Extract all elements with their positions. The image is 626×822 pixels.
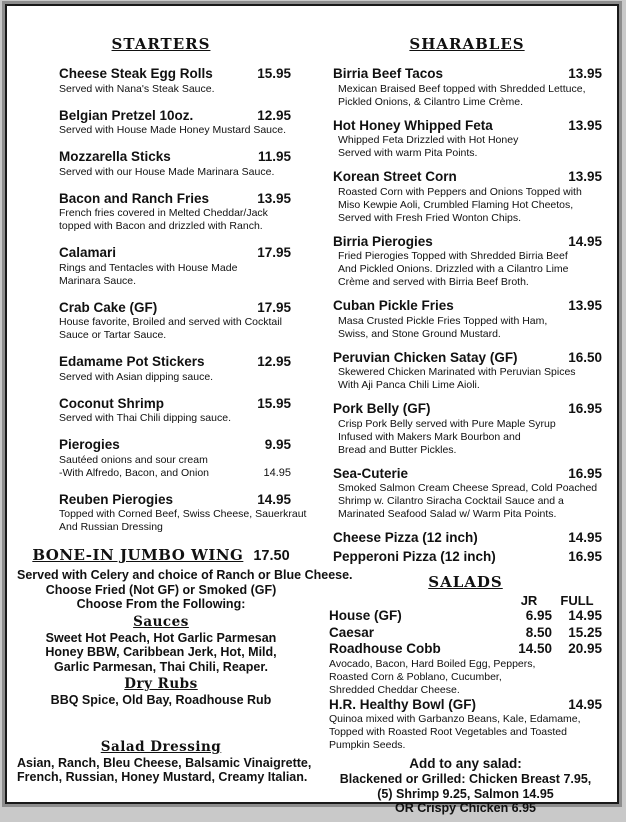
wing-section-title: BONE-IN JUMBO WING	[32, 546, 244, 564]
description-text: Bread and Butter Pickles.	[338, 443, 457, 456]
salad-jr-price: 14.50	[518, 641, 552, 656]
menu-item-price: 9.95	[264, 437, 291, 452]
menu-item-name: Pork Belly (GF)	[333, 401, 431, 416]
salad-full-price: 14.95	[568, 696, 602, 712]
menu-item-header	[59, 149, 291, 166]
menu-item-price: 17.95	[257, 245, 291, 260]
description-text: -With Alfredo, Bacon, and Onion	[59, 466, 209, 479]
menu-item-price: 15.95	[257, 66, 291, 81]
menu-item-name: Edamame Pot Stickers	[59, 354, 205, 369]
salads-header-spacer	[329, 593, 506, 608]
description-text: Smoked Salmon Cream Cheese Spread, Cold Poached	[338, 482, 598, 494]
menu-item-header	[333, 118, 602, 135]
menu-item-description-line	[59, 467, 291, 480]
menu-item-description-line	[59, 207, 291, 220]
menu-item-header	[333, 466, 602, 483]
menu-item	[59, 245, 291, 288]
description-text: Rings and Tentacles with House Made	[59, 261, 238, 274]
menu-item-price: 14.95	[568, 530, 602, 545]
menu-item-name: Cuban Pickle Fries	[333, 298, 454, 313]
salads-size-header-row	[329, 593, 602, 608]
salads-section	[329, 573, 605, 816]
menu-item-name: Birria Beef Tacos	[333, 66, 444, 81]
menu-item	[333, 530, 602, 547]
menu-item-description-line	[59, 262, 291, 275]
salad-dressing-title: Salad Dressing	[100, 738, 222, 755]
description-text: Mexican Braised Beef topped with Shredded Lettuce,	[338, 82, 586, 95]
text-line: French, Russian, Honey Mustard, Creamy Italian.	[17, 770, 308, 784]
text-line: Honey BBW, Caribbean Jerk, Hot, Mild,	[45, 645, 277, 659]
text-line: Quinoa mixed with Garbanzo Beans, Kale, Edamame,	[329, 713, 581, 725]
menu-item	[333, 401, 602, 457]
menu-item	[333, 549, 602, 566]
salad-full-price: 20.95	[568, 641, 602, 656]
salad-addon-title: Add to any salad:	[409, 756, 522, 771]
menu-item	[59, 437, 291, 480]
starters-section-title: STARTERS	[111, 35, 211, 53]
salads-full-column-header: FULL	[560, 593, 594, 608]
text-line: Asian, Ranch, Bleu Cheese, Balsamic Vinaigrette,	[17, 755, 312, 770]
salad-full-price: 14.95	[568, 608, 602, 623]
description-text: Skewered Chicken Marinated with Peruvian Spices	[338, 366, 576, 378]
menu-item	[333, 118, 602, 161]
menu-item	[333, 234, 602, 290]
right-column	[329, 35, 605, 816]
description-text: Served with Thai Chili dipping sauce.	[59, 412, 231, 424]
text-line: Garlic Parmesan, Thai Chili, Reaper.	[54, 659, 268, 674]
menu-item	[59, 300, 291, 343]
menu-item-header	[333, 530, 602, 547]
description-text: Served with Fresh Fried Wonton Chips.	[338, 211, 522, 224]
menu-item-description-line	[59, 83, 291, 96]
menu-item-price: 16.95	[568, 548, 602, 564]
description-text: topped with Bacon and drizzled with Ranch.	[59, 220, 263, 232]
menu-item-header	[59, 354, 291, 371]
menu-item-name: Birria Pierogies	[333, 233, 433, 249]
sauces-lines	[17, 631, 305, 675]
menu-item-price: 16.95	[568, 401, 602, 416]
menu-item-header	[333, 234, 602, 251]
salad-row-caesar	[329, 625, 602, 642]
menu-item-name: Coconut Shrimp	[59, 395, 164, 411]
menu-item-name: Pepperoni Pizza (12 inch)	[333, 548, 496, 564]
menu-item-price: 15.95	[257, 395, 291, 411]
sauces-title: Sauces	[133, 613, 189, 630]
menu-item-description-line	[333, 444, 602, 457]
salad-name: House (GF)	[329, 608, 402, 623]
menu-item-description-line	[333, 315, 602, 328]
description-text: Pickled Onions, & Cilantro Lime Crème.	[338, 95, 523, 108]
salad-dressing-lines	[17, 755, 312, 785]
menu-item	[59, 108, 291, 138]
text-line: Roasted Corn & Poblano, Cucumber,	[329, 670, 502, 683]
salad-jr-price: 6.95	[525, 608, 552, 623]
salad-name: Caesar	[329, 624, 375, 640]
menu-item-name: Calamari	[59, 245, 117, 260]
salads-section-title: SALADS	[428, 573, 503, 591]
menu-item-description-line	[333, 431, 602, 444]
menu-item-price: 12.95	[257, 354, 291, 369]
menu-item-name: Crab Cake (GF)	[59, 299, 158, 315]
text-line: Sweet Hot Peach, Hot Garlic Parmesan	[45, 630, 277, 645]
menu-item-price: 16.50	[568, 349, 602, 365]
menu-item	[333, 350, 602, 393]
menu-item-price: 13.95	[568, 66, 602, 81]
description-text: Shrimp w. Cilantro Siracha Cocktail Sauce and a	[338, 495, 564, 507]
text-line: (5) Shrimp 9.25, Salmon 14.95	[377, 786, 554, 801]
menu-item	[333, 298, 602, 341]
menu-item-description-line	[59, 508, 307, 521]
menu-item	[59, 149, 291, 179]
menu-item-name: Hot Honey Whipped Feta	[333, 117, 493, 133]
menu-item-header	[59, 66, 291, 83]
menu-item-description-line	[333, 328, 602, 341]
menu-item	[59, 191, 291, 234]
sharables-item-list	[333, 66, 602, 565]
menu-item-name: Sea-Cuterie	[333, 465, 409, 481]
menu-item-description-line	[333, 199, 602, 212]
menu-item-price: 13.95	[257, 190, 291, 206]
menu-item-name: Bacon and Ranch Fries	[59, 190, 210, 206]
description-text: Fried Pierogies Topped with Shredded Birria Beef	[338, 250, 568, 262]
description-text: Infused with Makers Mark Bourbon and	[338, 430, 521, 443]
menu-item-header	[59, 396, 291, 413]
menu-item-name: Belgian Pretzel 10oz.	[59, 107, 194, 123]
menu-item-header	[59, 437, 291, 454]
text-line: Served with Celery and choice of Ranch or Blue Cheese.	[17, 568, 353, 582]
menu-item-description-line	[59, 371, 291, 384]
salad-row-healthy-bowl	[329, 697, 602, 714]
menu-item-header	[59, 492, 291, 509]
description-text: And Pickled Onions. Drizzled with a Cilantro Lime	[338, 263, 569, 275]
menu-item-header	[333, 66, 602, 83]
salads-jr-column-header: JR	[520, 593, 538, 608]
menu-item-name: Korean Street Corn	[333, 169, 457, 184]
salad-jr-price: 8.50	[525, 624, 552, 640]
menu-item-description-line	[333, 96, 602, 109]
description-text: French fries covered in Melted Cheddar/Jack	[59, 207, 268, 219]
menu-item-price: 17.95	[257, 299, 291, 315]
menu-item	[59, 396, 291, 426]
menu-item	[59, 354, 291, 384]
menu-item-price: 11.95	[257, 149, 291, 164]
menu-item-description-line	[333, 482, 602, 495]
menu-item-price: 14.95	[568, 233, 602, 249]
menu-item-description-line	[59, 124, 291, 137]
menu-item-description-line	[333, 366, 602, 379]
menu-item-header	[333, 169, 602, 186]
description-text: Served with Asian dipping sauce.	[59, 370, 214, 383]
menu-item-description-line	[333, 495, 602, 508]
menu-item-description-line	[333, 276, 602, 289]
menu-item-header	[59, 245, 291, 262]
menu-item-name: Pierogies	[59, 437, 120, 452]
menu-item-description-line	[59, 454, 291, 467]
description-text: House favorite, Broiled and served with Cocktail	[59, 316, 282, 328]
menu-item-description-line	[59, 220, 291, 233]
description-text: Roasted Corn with Peppers and Onions Topped with	[338, 185, 582, 198]
description-text: Sauce or Tartar Sauce.	[59, 329, 167, 341]
description-text: Marinara Sauce.	[59, 274, 137, 287]
menu-item-description-line	[333, 379, 602, 392]
description-text: Whipped Feta Drizzled with Hot Honey	[338, 134, 519, 146]
salad-row-roadhouse-cobb	[329, 641, 602, 658]
menu-item-description-line	[59, 329, 291, 342]
text-line: Shredded Cheddar Cheese.	[329, 683, 460, 696]
menu-item-description-line	[333, 263, 602, 276]
dry-rubs-lines	[17, 693, 305, 708]
menu-item-price: 14.95	[257, 491, 291, 507]
description-text: Crème and served with Birria Beef Broth.	[338, 276, 529, 288]
menu-item-description-line	[59, 316, 291, 329]
menu-item	[333, 66, 602, 109]
description-text: And Russian Dressing	[59, 521, 163, 533]
menu-item	[59, 66, 291, 96]
text-line: Blackened or Grilled: Chicken Breast 7.95,	[339, 772, 592, 786]
menu-item-description-line	[59, 275, 291, 288]
menu-item-description-line	[59, 521, 291, 534]
menu-item-price: 13.95	[568, 298, 602, 313]
text-line: OR Crispy Chicken 6.95	[394, 801, 537, 815]
menu-item	[59, 491, 307, 535]
salad-addon-block	[329, 755, 602, 816]
menu-item-description-line	[333, 508, 602, 521]
salad-full-price: 15.25	[568, 624, 602, 640]
menu-item-header	[59, 300, 291, 317]
description-text: Masa Crusted Pickle Fries Topped with Ham,	[338, 314, 548, 327]
menu-item-name: Cheese Steak Egg Rolls	[59, 66, 213, 81]
description-text: Served with Nana's Steak Sauce.	[59, 82, 215, 95]
description-text: Miso Kewpie Aoli, Crumbled Flaming Hot Cheetos,	[338, 198, 574, 211]
healthy-bowl-description	[329, 713, 602, 752]
salad-addon-lines	[329, 772, 602, 816]
menu-item-name: Cheese Pizza (12 inch)	[333, 530, 478, 545]
menu-item-price: 13.95	[568, 117, 602, 133]
description-sub-price: 14.95	[263, 466, 291, 479]
menu-item-description-line	[333, 418, 602, 431]
starters-item-list	[59, 66, 307, 534]
sharables-section-title: SHARABLES	[409, 35, 525, 53]
salad-row-house	[329, 608, 602, 625]
menu-item-price: 16.95	[568, 465, 602, 481]
menu-item-description-line	[333, 186, 602, 199]
menu-page-border	[5, 4, 619, 815]
menu-item-price: 13.95	[568, 169, 602, 184]
description-text: Marinated Seafood Salad w/ Warm Pita Points.	[338, 508, 557, 520]
menu-item-name: Reuben Pierogies	[59, 491, 174, 507]
description-text: Topped with Corned Beef, Swiss Cheese, Sauerkraut	[59, 508, 307, 520]
menu-item-description-line	[59, 166, 291, 179]
menu-item-description-line	[333, 250, 602, 263]
menu-item-description-line	[333, 212, 602, 225]
wing-intro-lines	[17, 568, 353, 612]
roadhouse-cobb-description	[329, 658, 602, 697]
menu-item-description-line	[333, 134, 602, 147]
menu-item-description-line	[333, 147, 602, 160]
wing-section-title-row	[17, 546, 305, 565]
menu-item-name: Mozzarella Sticks	[59, 149, 171, 164]
menu-item-header	[59, 191, 291, 208]
description-text: Sautéed onions and sour cream	[59, 453, 208, 466]
text-line: Choose Fried (Not GF) or Smoked (GF)	[45, 582, 277, 597]
description-text: With Aji Panca Chili Lime Aioli.	[338, 379, 480, 391]
menu-item-header	[333, 401, 602, 418]
salad-dressing-section	[17, 738, 312, 785]
text-line: Pumpkin Seeds.	[329, 739, 406, 751]
menu-item-price: 12.95	[257, 107, 291, 123]
text-line: Topped with Roasted Root Vegetables and Toasted	[329, 726, 567, 738]
description-text: Swiss, and Stone Ground Mustard.	[338, 327, 501, 340]
menu-item-header	[333, 298, 602, 315]
menu-item-description-line	[59, 412, 291, 425]
description-text: Served with warm Pita Points.	[338, 147, 478, 159]
wing-section-price: 17.50	[253, 548, 290, 564]
description-text: Crisp Pork Belly served with Pure Maple Syrup	[338, 417, 556, 430]
description-text: Served with our House Made Marinara Sauce.	[59, 165, 275, 178]
menu-item-header	[59, 108, 291, 125]
salad-name: H.R. Healthy Bowl (GF)	[329, 696, 477, 712]
description-text: Served with House Made Honey Mustard Sauce.	[59, 124, 287, 136]
menu-item-header	[333, 549, 602, 566]
menu-item-header	[333, 350, 602, 367]
menu-item	[333, 466, 602, 522]
text-line: Avocado, Bacon, Hard Boiled Egg, Peppers,	[329, 657, 536, 670]
menu-item	[333, 169, 602, 225]
dry-rubs-title: Dry Rubs	[124, 676, 198, 692]
menu-item-name: Peruvian Chicken Satay (GF)	[333, 349, 518, 365]
menu-page	[2, 1, 622, 815]
text-line: Choose From the Following:	[76, 597, 246, 611]
text-line: BBQ Spice, Old Bay, Roadhouse Rub	[50, 693, 272, 707]
salad-name: Roadhouse Cobb	[329, 641, 441, 656]
menu-item-description-line	[333, 83, 602, 96]
